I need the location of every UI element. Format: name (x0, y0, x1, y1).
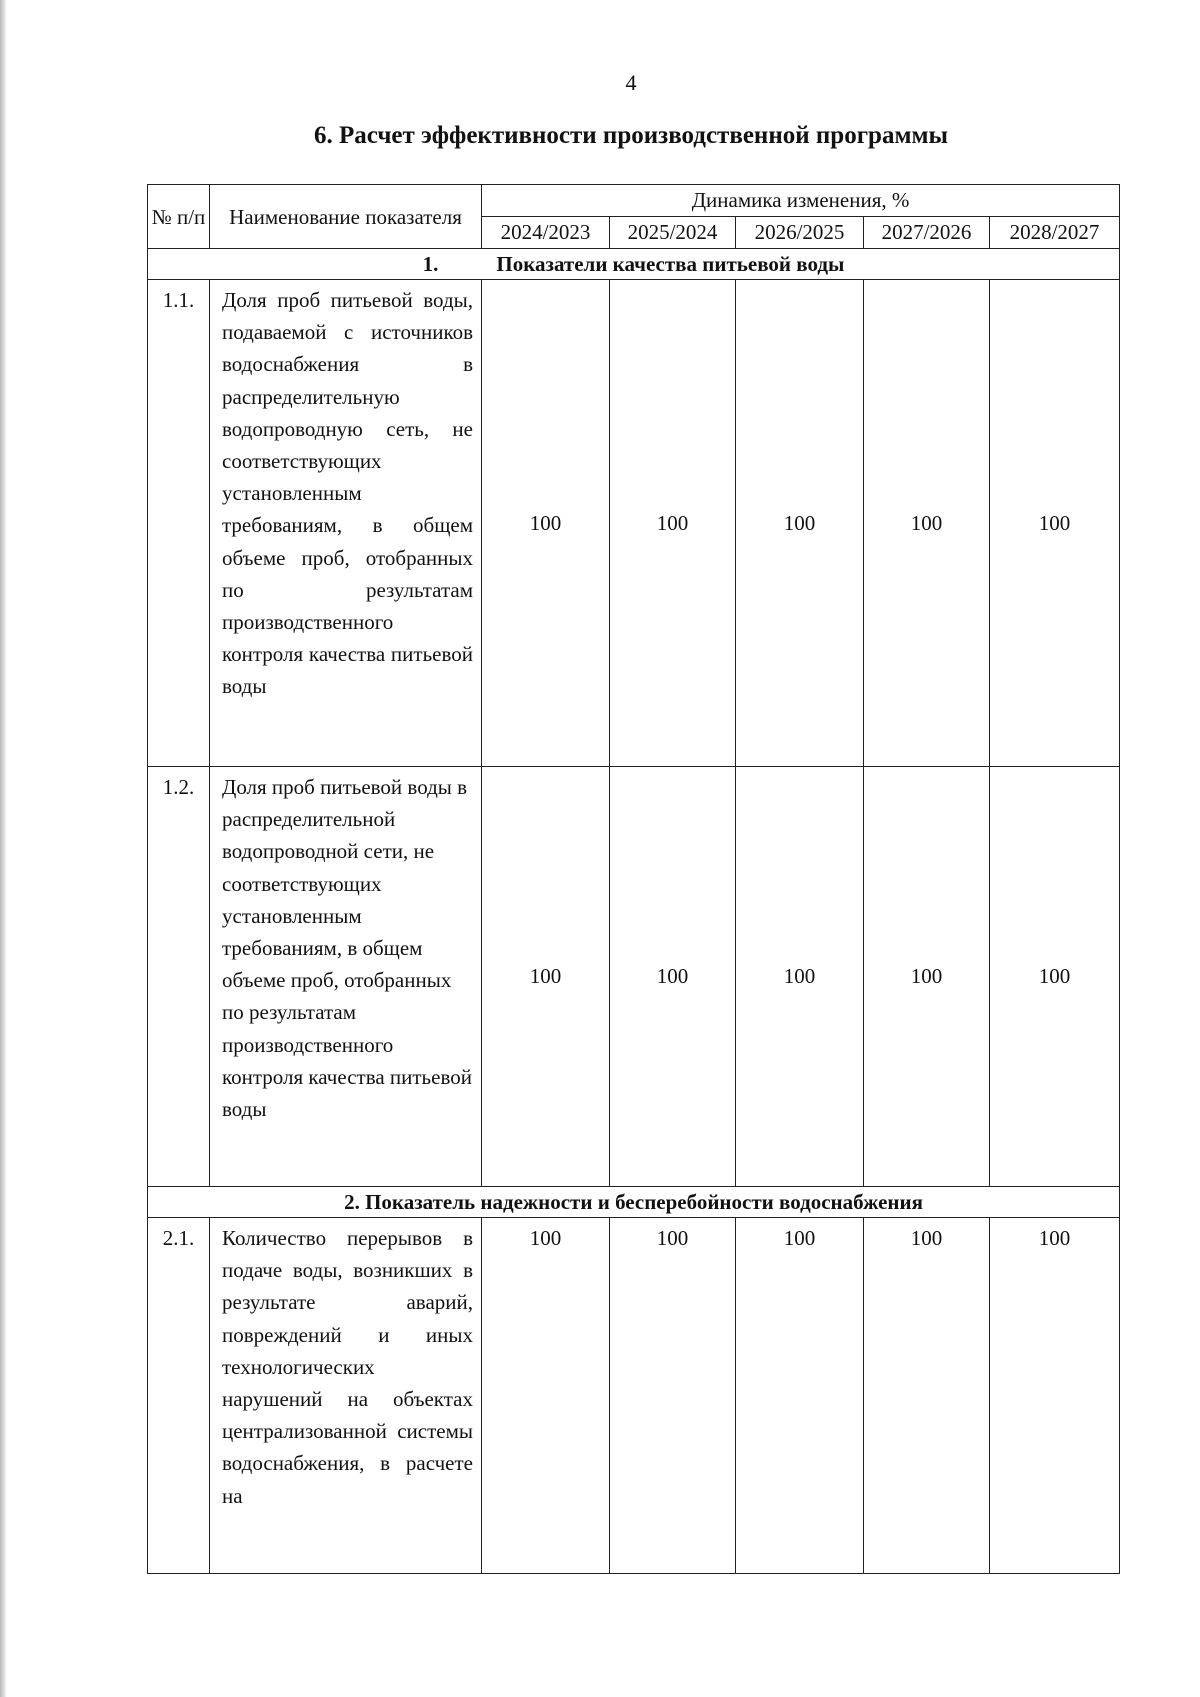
row-value: 100 (736, 280, 864, 767)
table-row (148, 280, 1120, 767)
row-value: 100 (990, 1218, 1120, 1574)
efficiency-table (147, 184, 1120, 1574)
section-number: 2. (344, 1189, 360, 1214)
header-dynamics: Динамика изменения, % (482, 185, 1120, 217)
section-row (148, 249, 1120, 280)
row-value: 100 (610, 1218, 736, 1574)
header-name: Наименование показателя (210, 185, 482, 249)
row-indicator-name: Доля проб питьевой воды в распределительной водопроводной сети, не соответствующих установленным требованиям, в общем объеме проб, отобранных по результатам производственного контроля качества питьевой воды (210, 767, 482, 1187)
row-value: 100 (864, 767, 990, 1187)
section-title (148, 249, 1120, 280)
row-number: 1.1. (148, 280, 210, 767)
page-number: 4 (625, 70, 637, 95)
table-header-row (148, 185, 1120, 217)
row-value: 100 (864, 1218, 990, 1574)
section-row (148, 1187, 1120, 1218)
row-value: 100 (610, 767, 736, 1187)
row-value: 100 (990, 767, 1120, 1187)
row-indicator-name: Количество перерывов в подаче воды, возникших в результате аварий, повреждений и иных технологических нарушений на объектах централизованной системы водоснабжения, в расчете на (210, 1218, 482, 1574)
row-value: 100 (482, 1218, 610, 1574)
table-row (148, 767, 1120, 1187)
section-title (148, 1187, 1120, 1218)
row-value: 100 (482, 280, 610, 767)
section-number: 1. (422, 251, 439, 276)
header-year: 2028/2027 (990, 217, 1120, 249)
header-year: 2024/2023 (482, 217, 610, 249)
header-year: 2027/2026 (864, 217, 990, 249)
row-value: 100 (736, 1218, 864, 1574)
row-number: 2.1. (148, 1218, 210, 1574)
row-value: 100 (864, 280, 990, 767)
row-value: 100 (482, 767, 610, 1187)
header-year: 2025/2024 (610, 217, 736, 249)
page-title: 6. Расчет эффективности производственной программы (313, 122, 949, 149)
scan-edge (0, 0, 7, 1697)
row-value: 100 (610, 280, 736, 767)
row-value: 100 (736, 767, 864, 1187)
row-number: 1.2. (148, 767, 210, 1187)
header-year: 2026/2025 (736, 217, 864, 249)
row-value: 100 (990, 280, 1120, 767)
section-label: Показатель надежности и бесперебойности водоснабжения (365, 1189, 923, 1214)
header-num: № п/п (148, 185, 210, 249)
table-row (148, 1218, 1120, 1574)
row-indicator-name: Доля проб питьевой воды, подаваемой с источников водоснабжения в распределительную водопроводную сеть, не соответствующих установленным требованиям, в общем объеме проб, отобранных по результатам производственного контроля качества питьевой воды (210, 280, 482, 767)
section-label: Показатели качества питьевой воды (496, 251, 845, 276)
